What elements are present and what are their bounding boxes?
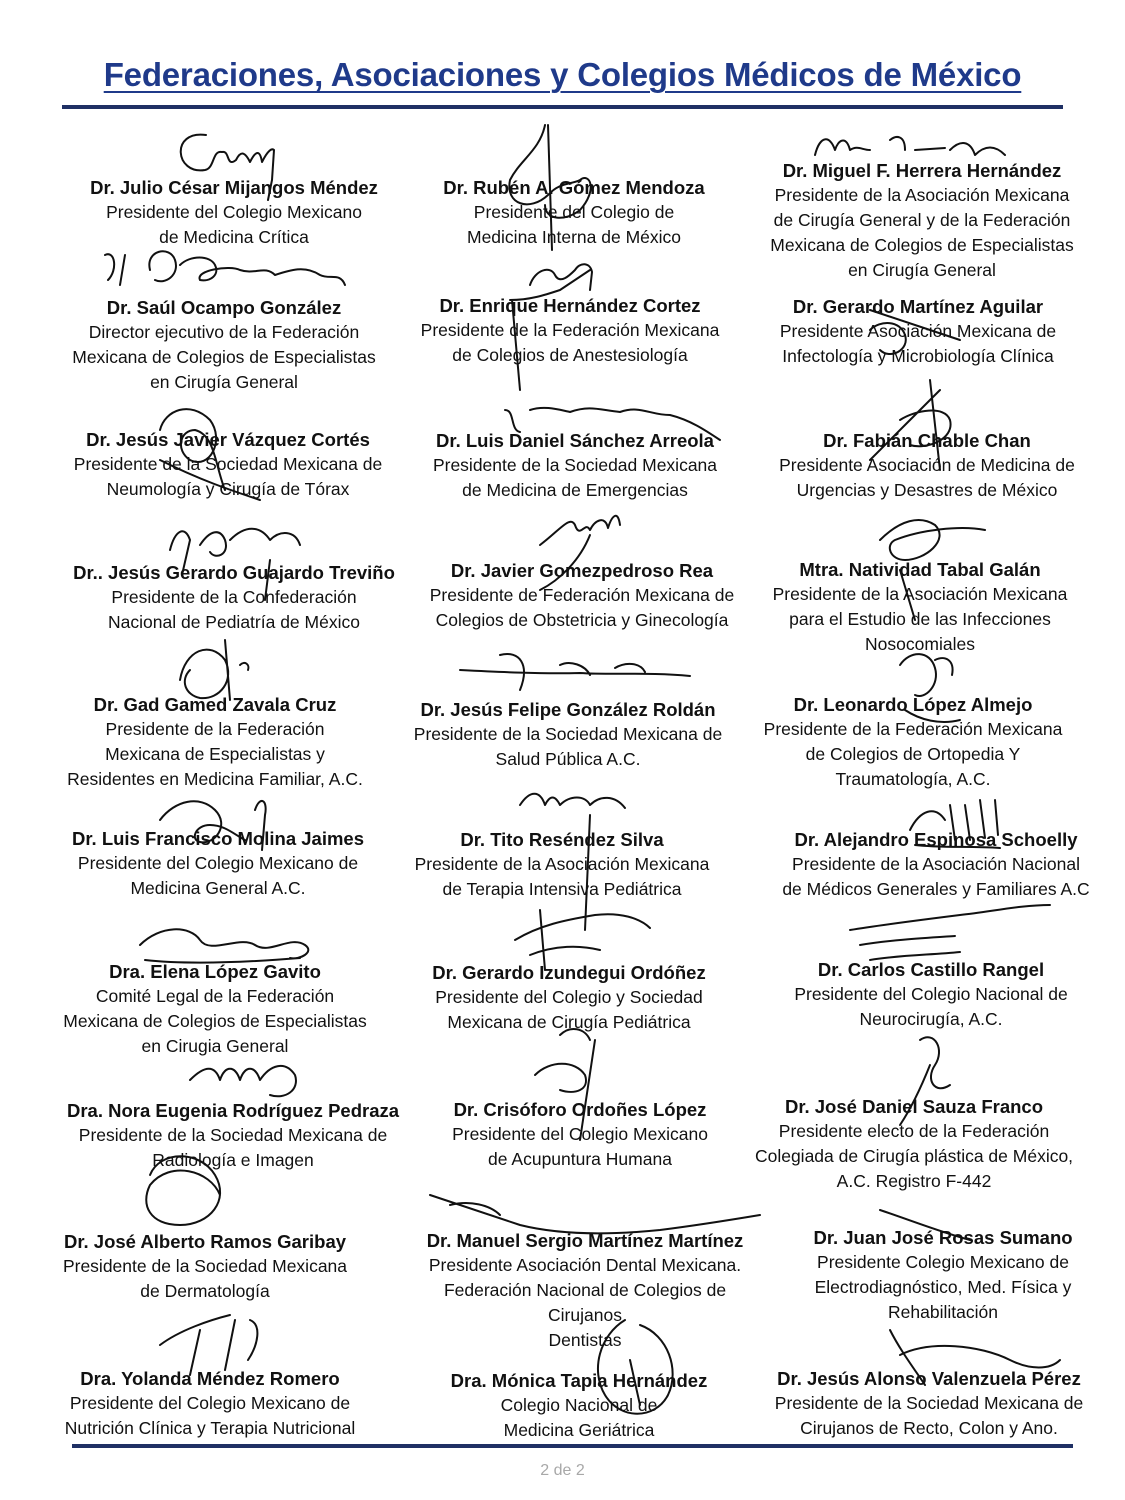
signatory-block	[756, 827, 1116, 902]
signatory-role: Presidente de la Federación Mexicana de Especialistas y Residentes en Medicina Familiar, A.C.	[67, 719, 363, 789]
signatory-role: Presidente de la Sociedad Mexicana de Cirujanos de Recto, Colon y Ano.	[774, 1393, 1084, 1438]
signatory-name: Dr.. Jesús Gerardo Guajardo Treviño	[73, 562, 395, 583]
signatory-block	[400, 1097, 760, 1172]
signatory-role: Presidente del Colegio Mexicano de Medicina General A.C.	[77, 853, 359, 898]
signatory-block	[734, 1094, 1094, 1194]
signatory-role: Director ejecutivo de la Federación Mexicana de Colegios de Especialistas en Cirugía General	[72, 322, 376, 392]
signature-gonzalez-roldan	[460, 654, 690, 690]
signatory-block	[390, 293, 750, 368]
signatory-block	[54, 560, 414, 635]
signatory-block	[53, 1098, 413, 1173]
signatory-role: Presidente de Federación Mexicana de Colegios de Obstetricia y Ginecología	[429, 585, 735, 630]
signatory-role: Presidente del Colegio Nacional de Neurocirugía, A.C.	[794, 984, 1068, 1029]
signatory-name: Dra. Elena López Gavito	[109, 961, 321, 982]
signatory-role: Presidente electo de la Federación Colegiada de Cirugía plástica de México, A.C. Registro F-442	[754, 1121, 1074, 1191]
signatory-block	[388, 697, 748, 772]
signatory-role: Presidente del Colegio Mexicano de Nutrición Clínica y Terapia Nutricional	[64, 1393, 356, 1438]
signature-castillo	[850, 905, 1050, 960]
signatory-block	[405, 1228, 765, 1353]
signatory-role: Presidente de la Sociedad Mexicana de Medicina de Emergencias	[432, 455, 718, 500]
signatory-name: Dr. Luis Francisco Molina Jaimes	[72, 828, 364, 849]
signatory-block	[749, 1366, 1109, 1441]
signatory-role: Presidente del Colegio Mexicano de Medicina Crítica	[106, 202, 362, 247]
signatory-name: Dra. Yolanda Méndez Romero	[80, 1368, 340, 1389]
signatory-role: Presidente de la Sociedad Mexicana de Dermatología	[62, 1256, 348, 1301]
signatory-name: Dr. Fabián Chable Chan	[823, 430, 1031, 451]
signatory-block	[48, 427, 408, 502]
title-divider	[62, 105, 1063, 109]
signatory-block	[751, 957, 1111, 1032]
signatory-block	[382, 827, 742, 902]
signatory-block	[25, 1229, 385, 1304]
signatory-block	[35, 959, 395, 1059]
signatory-role: Colegio Nacional de Medicina Geriátrica	[500, 1395, 658, 1440]
signatory-role: Presidente del Colegio Mexicano de Acupuntura Humana	[452, 1124, 708, 1169]
signatory-role: Presidente del Colegio de Medicina Interna de México	[467, 202, 681, 247]
signatory-role: Presidente de la Sociedad Mexicana de Radiología e Imagen	[78, 1125, 388, 1170]
signatory-block	[35, 692, 395, 792]
signatory-name: Dr. Gad Gamed Zavala Cruz	[93, 694, 337, 715]
signatory-name: Dr. Rubén A. Gómez Mendoza	[443, 177, 705, 198]
signatory-name: Dr. Jesús Alonso Valenzuela Pérez	[777, 1368, 1081, 1389]
signatory-role: Presidente de la Asociación Mexicana de Terapia Intensiva Pediátrica	[414, 854, 710, 899]
signatory-name: Dr. Alejandro Espinosa Schoelly	[794, 829, 1078, 850]
signatory-name: Dr. Saúl Ocampo González	[106, 297, 342, 318]
page-title: Federaciones, Asociaciones y Colegios Médicos de México	[103, 56, 1022, 93]
signatory-name: Dra. Nora Eugenia Rodríguez Pedraza	[66, 1100, 400, 1121]
signatory-block	[733, 692, 1093, 792]
signatory-block	[395, 428, 755, 503]
signatory-name: Dr. Javier Gomezpedroso Rea	[450, 560, 714, 581]
signature-zavala	[180, 640, 248, 700]
signatory-role: Presidente de la Federación Mexicana de Colegios de Ortopedia Y Traumatología, A.C.	[763, 719, 1063, 789]
signatory-name: Dr. Gerardo Martínez Aguilar	[792, 296, 1044, 317]
signatory-block	[747, 428, 1107, 503]
signatory-role: Presidente de la Confederación Nacional de Pediatría de México	[108, 587, 360, 632]
signature-ocampo	[105, 251, 345, 285]
signatory-role: Presidente Asociación Mexicana de Infectología y Microbiología Clínica	[779, 321, 1057, 366]
signatory-name: Dr. Enrique Hernández Cortez	[439, 295, 701, 316]
signatory-role: Presidente del Colegio y Sociedad Mexicana de Cirugía Pediátrica	[435, 987, 703, 1032]
signatory-name: Mtra. Natividad Tabal Galán	[799, 559, 1041, 580]
signatory-role: Presidente Asociación Dental Mexicana. Federación Nacional de Colegios de Cirujanos Dentistas	[428, 1255, 742, 1350]
signatory-role: Presidente de la Asociación Mexicana para el Estudio de las Infecciones Nosocomiales	[772, 584, 1068, 654]
signatory-role: Presidente de la Asociación Mexicana de Cirugía General y de la Federación Mexicana de Colegios de Especialistas en Cirugía General	[770, 185, 1074, 280]
signatory-role: Presidente Colegio Mexicano de Electrodiagnóstico, Med. Física y Rehabilitación	[814, 1252, 1072, 1322]
signatory-name: Dr. Miguel F. Herrera Hernández	[782, 160, 1062, 181]
signatory-name: Dr. Juan José Rosas Sumano	[813, 1227, 1073, 1248]
signatory-name: Dr. Jesús Felipe González Roldán	[420, 699, 716, 720]
page-number: 2 de 2	[540, 1462, 585, 1479]
signatory-block	[763, 1225, 1123, 1325]
signatory-name: Dr. Leonardo López Almejo	[793, 694, 1033, 715]
signatory-block	[399, 1368, 759, 1443]
signatory-role: Presidente de la Federación Mexicana de Colegios de Anestesiología	[420, 320, 720, 365]
signature-rodriguez-pedraza	[190, 1066, 296, 1096]
signatory-block	[394, 175, 754, 250]
signatory-block	[402, 558, 762, 633]
signatory-name: Dr. Julio César Mijangos Méndez	[90, 177, 378, 198]
signatory-name: Dr. Crisóforo Ordoñes López	[453, 1099, 707, 1120]
signatory-name: Dr. José Daniel Sauza Franco	[784, 1096, 1044, 1117]
signatory-block	[738, 294, 1098, 369]
signatory-role: Presidente Asociación de Medicina de Urgencias y Desastres de México	[779, 455, 1075, 500]
signatory-name: Dr. Gerardo Izundegui Ordóñez	[432, 962, 706, 983]
signatory-block	[44, 295, 404, 395]
signatory-block	[742, 158, 1102, 283]
signatory-block	[54, 175, 414, 250]
signatory-name: Dr. Jesús Javier Vázquez Cortés	[86, 429, 370, 450]
footer-divider	[72, 1444, 1073, 1448]
signatory-name: Dra. Mónica Tapia Hernández	[450, 1370, 708, 1391]
signature-lopez-gavito	[140, 929, 308, 962]
signatory-role: Presidente de la Sociedad Mexicana de Salud Pública A.C.	[413, 724, 723, 769]
signatory-name: Dr. Tito Reséndez Silva	[460, 829, 664, 850]
signatory-name: Dr. José Alberto Ramos Garibay	[63, 1231, 347, 1252]
signatory-role: Presidente de la Sociedad Mexicana de Neumología y Cirugía de Tórax	[73, 454, 383, 499]
signatory-name: Dr. Carlos Castillo Rangel	[817, 959, 1045, 980]
signatory-name: Dr. Luis Daniel Sánchez Arreola	[436, 430, 714, 451]
signatory-block	[30, 1366, 390, 1441]
signatory-role: Presidente de la Asociación Nacional de Médicos Generales y Familiares A.C	[782, 854, 1090, 899]
signatory-name: Dr. Manuel Sergio Martínez Martínez	[426, 1230, 744, 1251]
signature-herrera	[815, 137, 1005, 155]
signatory-block	[740, 557, 1100, 657]
signatory-block	[389, 960, 749, 1035]
signatory-block	[38, 826, 398, 901]
signatory-role: Comité Legal de la Federación Mexicana de Colegios de Especialistas en Cirugia General	[63, 986, 367, 1056]
